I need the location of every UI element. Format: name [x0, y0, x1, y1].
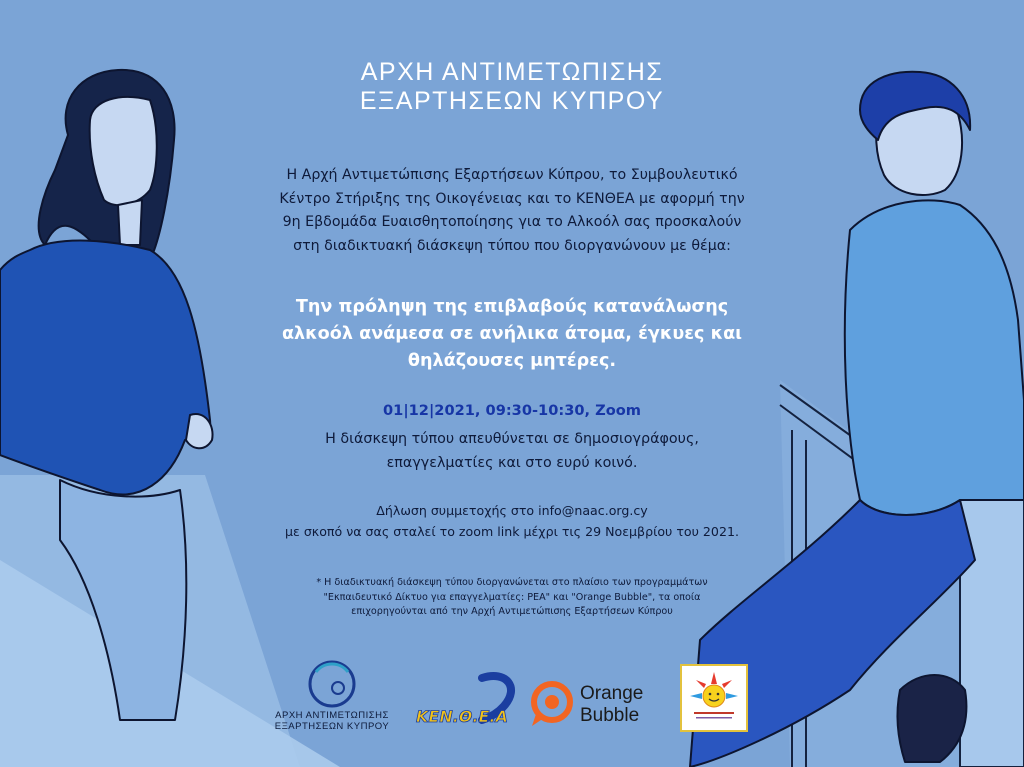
intro-line: 9η Εβδομάδα Ευαισθητοποίησης για το Αλκοόλ σας προσκαλούν	[282, 214, 742, 230]
event-topic	[242, 294, 782, 375]
topic-line: αλκοόλ ανάμεσα σε ανήλικα άτομα, έγκυες και	[281, 324, 743, 344]
intro-line: Κέντρο Στήριξης της Οικογένειας και το ΚΕΝΘΕΑ με αφορμή την	[279, 190, 745, 207]
footnote-line: επιχορηγούνται από την Αρχή Αντιμετώπισης Εξαρτήσεων Κύπρου	[351, 606, 673, 617]
orange-bubble-word1: Orange	[580, 683, 644, 704]
topic-line: Την πρόληψη της επιβλαβούς κατανάλωσης	[295, 297, 729, 317]
audience-line: επαγγελματίες και στο ευρύ κοινό.	[386, 455, 638, 471]
footnote	[232, 576, 792, 620]
footnote-line: * Η διαδικτυακή διάσκεψη τύπου διοργανώνεται στο πλαίσιο των προγραμμάτων	[316, 577, 708, 588]
family-support-center-logo	[680, 664, 748, 732]
footnote-line: "Εκπαιδευτικό Δίκτυο για επαγγελματίες: PEA" και "Orange Bubble", τα οποία	[323, 591, 701, 603]
registration-deadline-line: με σκοπό να σας σταλεί το zoom link μέχρι τις 29 Νοεμβρίου του 2021.	[285, 524, 739, 539]
kenthea-wordmark: ΚΕΝ.Θ.Ε.Α	[416, 707, 508, 726]
kenthea-logo	[412, 670, 530, 730]
sun-smiley-icon	[682, 666, 746, 730]
registration-email-line[interactable]: Δήλωση συμμετοχής στο info@naac.org.cy	[376, 503, 648, 518]
naac-circle-icon	[272, 658, 392, 718]
topic-line: θηλάζουσες μητέρες.	[407, 351, 617, 371]
naac-logo	[272, 658, 392, 748]
orange-bubble-logo	[528, 680, 658, 728]
naac-caption-line2: ΕΞΑΡΤΗΣΕΩΝ ΚΥΠΡΟΥ	[274, 721, 390, 732]
event-datetime: 01|12|2021, 09:30-10:30, Zoom	[383, 402, 641, 419]
intro-line: Η Αρχή Αντιμετώπισης Εξαρτήσεων Κύπρου, το Συμβουλευτικό	[286, 167, 738, 183]
registration-info	[242, 500, 782, 542]
intro-paragraph	[242, 164, 782, 258]
org-title-line2: ΕΞΑΡΤΗΣΕΩΝ ΚΥΠΡΟΥ	[359, 87, 665, 115]
org-title-line1: ΑΡΧΗ ΑΝΤΙΜΕΤΩΠΙΣΗΣ	[360, 58, 664, 86]
organization-title	[262, 58, 762, 116]
event-audience	[262, 427, 762, 475]
intro-line: στη διαδικτυακή διάσκεψη τύπου που διοργανώνουν με θέμα:	[293, 237, 731, 254]
audience-line: Η διάσκεψη τύπου απευθύνεται σε δημοσιογράφους,	[325, 431, 699, 447]
orange-bubble-icon	[528, 680, 578, 728]
naac-caption-line1: ΑΡΧΗ ΑΝΤΙΜΕΤΩΠΙΣΗΣ	[275, 710, 389, 721]
orange-bubble-word2: Bubble	[580, 705, 640, 726]
kenthea-swoosh-icon	[412, 670, 530, 730]
